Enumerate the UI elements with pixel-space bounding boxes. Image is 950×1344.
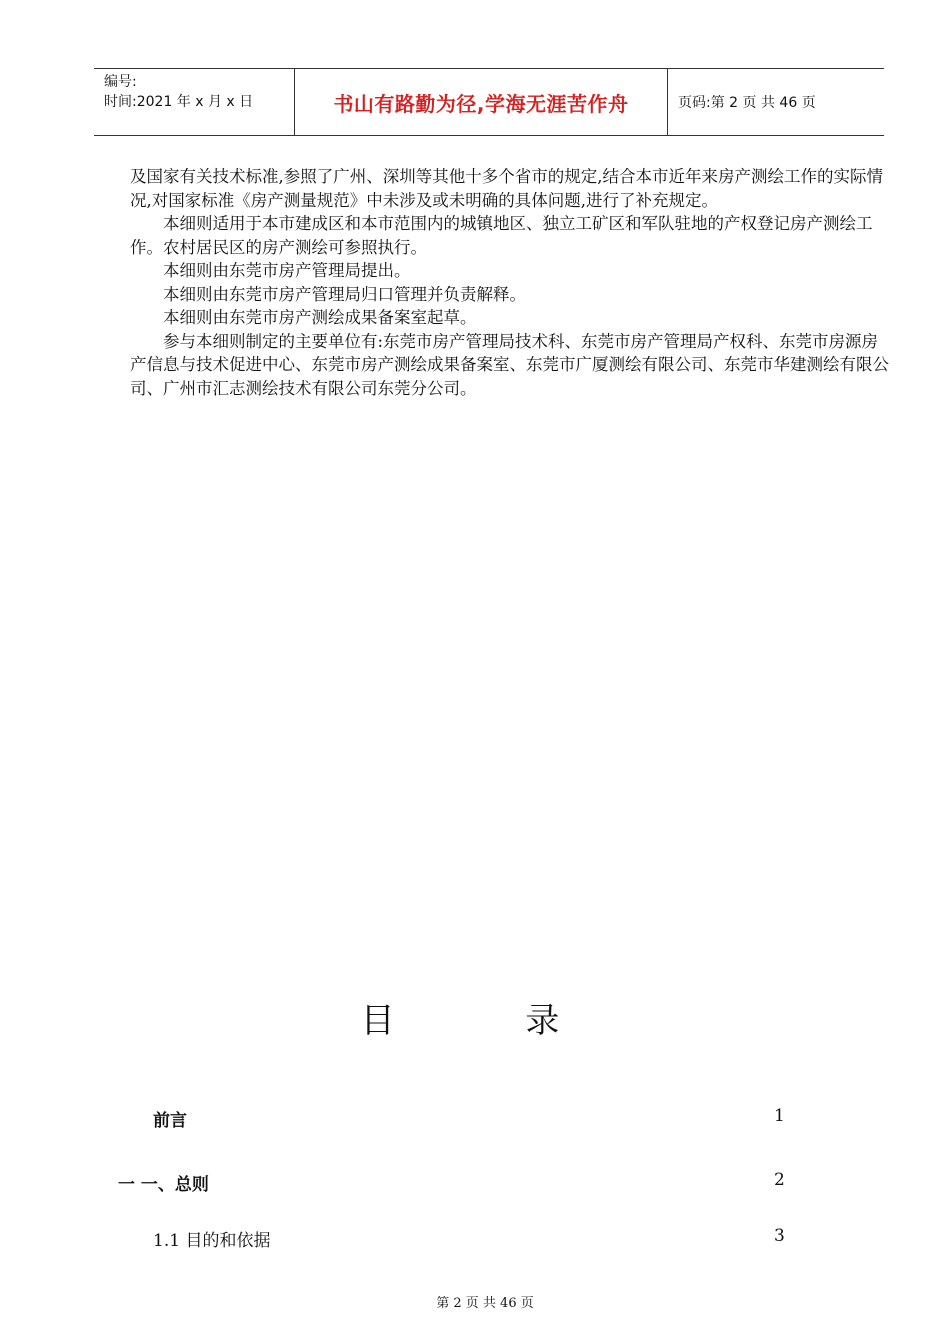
toc-entry[interactable] bbox=[0, 1170, 950, 1198]
document-time-label: 时间:2021 年 x 月 x 日 bbox=[104, 94, 254, 110]
toc-entry-label: 1.1 目的和依据 bbox=[153, 1231, 271, 1251]
page-footer: 第 2 页 共 46 页 bbox=[436, 1296, 534, 1311]
paragraph: 本细则由东莞市房产管理局归口管理并负责解释。 bbox=[163, 284, 526, 304]
toc-entry-page: 1 bbox=[774, 1106, 785, 1126]
toc-entry-label: 一 一、总则 bbox=[118, 1175, 209, 1195]
paragraph: 及国家有关技术标准,参照了广州、深圳等其他十多个省市的规定,结合本市近年来房产测绘工作的实际情况,对国家标准《房产测量规范》中未涉及或未明确的具体问题,进行了补充规定。 bbox=[130, 167, 883, 210]
header-motto: 书山有路勤为径,学海无涯苦作舟 bbox=[333, 91, 629, 116]
toc-entry[interactable] bbox=[0, 1226, 950, 1254]
document-number-label: 编号: bbox=[104, 74, 137, 90]
toc-title: 目 录 bbox=[360, 1001, 620, 1041]
toc-entry-page: 2 bbox=[774, 1170, 785, 1190]
paragraph: 本细则适用于本市建成区和本市范围内的城镇地区、独立工矿区和军队驻地的产权登记房产测绘工作。农村居民区的房产测绘可参照执行。 bbox=[130, 214, 873, 257]
page-header bbox=[94, 68, 884, 136]
paragraph: 本细则由东莞市房产测绘成果备案室起草。 bbox=[163, 308, 477, 327]
paragraph: 本细则由东莞市房产管理局提出。 bbox=[163, 261, 411, 280]
header-page-info: 页码:第 2 页 共 46 页 bbox=[678, 95, 816, 111]
toc-entry-page: 3 bbox=[774, 1226, 785, 1246]
document-body bbox=[130, 165, 890, 400]
header-page-cell bbox=[668, 69, 884, 135]
header-meta-cell bbox=[94, 69, 295, 135]
toc-entry-label: 前言 bbox=[153, 1111, 187, 1131]
header-motto-cell bbox=[295, 69, 668, 135]
paragraph: 参与本细则制定的主要单位有:东莞市房产管理局技术科、东莞市房产管理局产权科、东莞市房源房产信息与技术促进中心、东莞市房产测绘成果备案室、东莞市广厦测绘有限公司、东莞市华建测绘有限公司、广州市汇志测绘技术有限公司东莞分公司。 bbox=[130, 331, 889, 398]
toc-entry[interactable] bbox=[0, 1106, 950, 1134]
